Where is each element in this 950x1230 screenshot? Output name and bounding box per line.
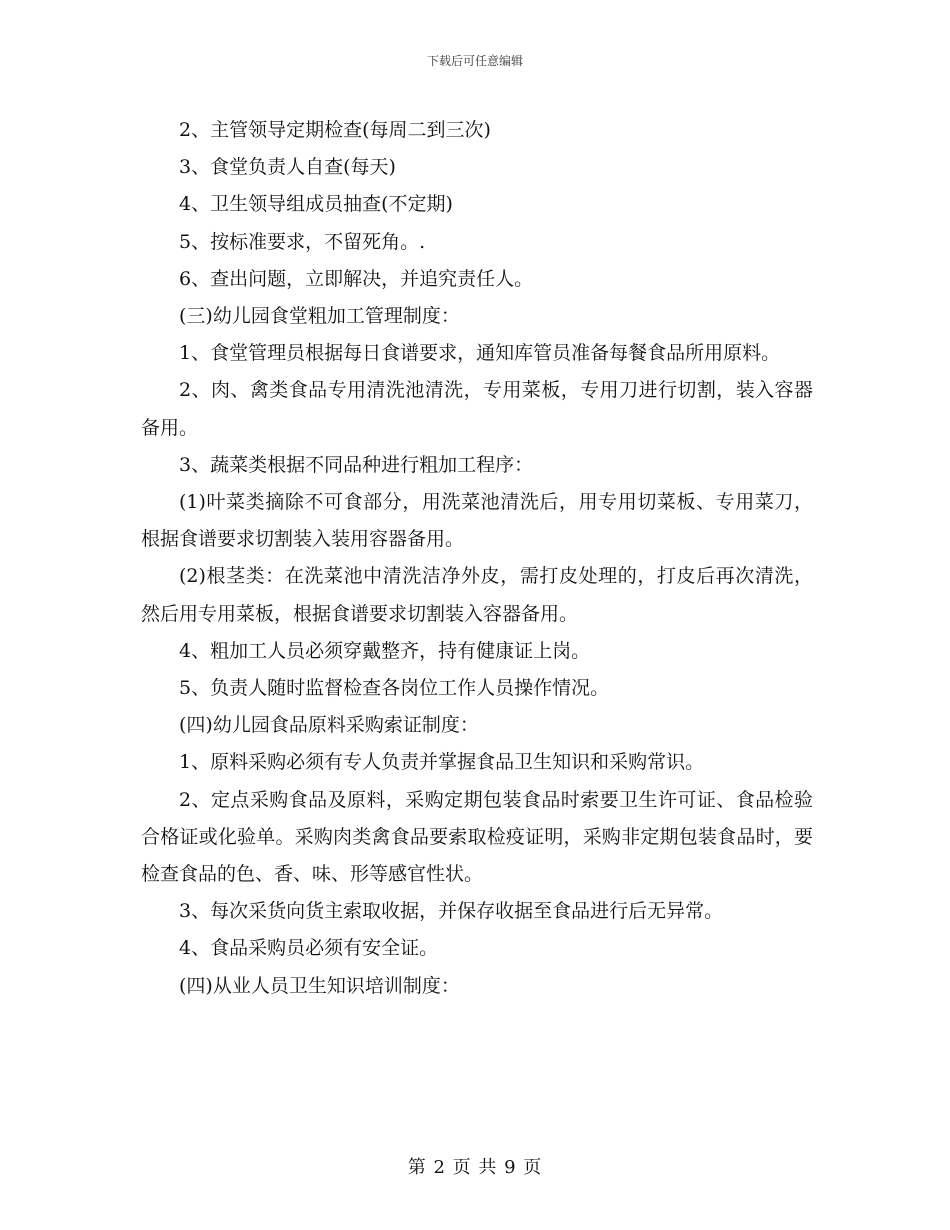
paragraph: 4、食品采购员必须有安全证。	[179, 937, 439, 960]
paragraph: 2、定点采购食品及原料，采购定期包装食品时索要卫生许可证、食品检验合格证或化验单。采购肉类禽食品要索取检疫证明，采购非定期包装食品时，要检查食品的色、香、味、形等感官性状。	[141, 788, 813, 886]
section-heading: (三)幼儿园食堂粗加工管理制度：	[179, 305, 460, 328]
page-number-footer: 第 2 页 共 9 页	[407, 1157, 543, 1178]
paragraph: 4、粗加工人员必须穿戴整齐，持有健康证上岗。	[179, 639, 591, 662]
paragraph: 3、蔬菜类根据不同品种进行粗加工程序：	[179, 453, 534, 476]
section-heading: (四)幼儿园食品原料采购索证制度：	[179, 714, 479, 737]
paragraph: 3、每次采货向货主索取收据，并保存收据至食品进行后无异常。	[179, 900, 724, 923]
document-body	[141, 112, 813, 1005]
paragraph: 1、食堂管理员根据每日食谱要求，通知库管员准备每餐食品所用原料。	[179, 342, 781, 365]
paragraph: 4、卫生领导组成员抽查(不定期)	[179, 193, 453, 216]
paragraph: 6、查出问题，立即解决，并追究责任人。	[179, 267, 534, 290]
paragraph: 1、原料采购必须有专人负责并掌握食品卫生知识和采购常识。	[179, 751, 705, 774]
paragraph: 2、主管领导定期检查(每周二到三次)	[179, 119, 491, 141]
paragraph: (1)叶菜类摘除不可食部分，用洗菜池清洗后，用专用切菜板、专用菜刀，根据食谱要求切割装入装用容器备用。	[141, 491, 813, 551]
paragraph: 2、肉、禽类食品专用清洗池清洗，专用菜板，专用刀进行切割，装入容器备用。	[141, 379, 813, 439]
paragraph: (2)根茎类：在洗菜池中清洗洁净外皮，需打皮处理的，打皮后再次清洗，然后用专用菜板，根据食谱要求切割装入容器备用。	[141, 565, 813, 625]
page-header: 下载后可任意编辑	[426, 54, 523, 68]
paragraph: 5、按标准要求，不留死角。.	[179, 230, 426, 253]
paragraph: 3、食堂负责人自查(每天)	[179, 156, 396, 179]
paragraph: 5、负责人随时监督检查各岗位工作人员操作情况。	[179, 677, 610, 700]
section-heading: (四)从业人员卫生知识培训制度：	[179, 974, 460, 997]
